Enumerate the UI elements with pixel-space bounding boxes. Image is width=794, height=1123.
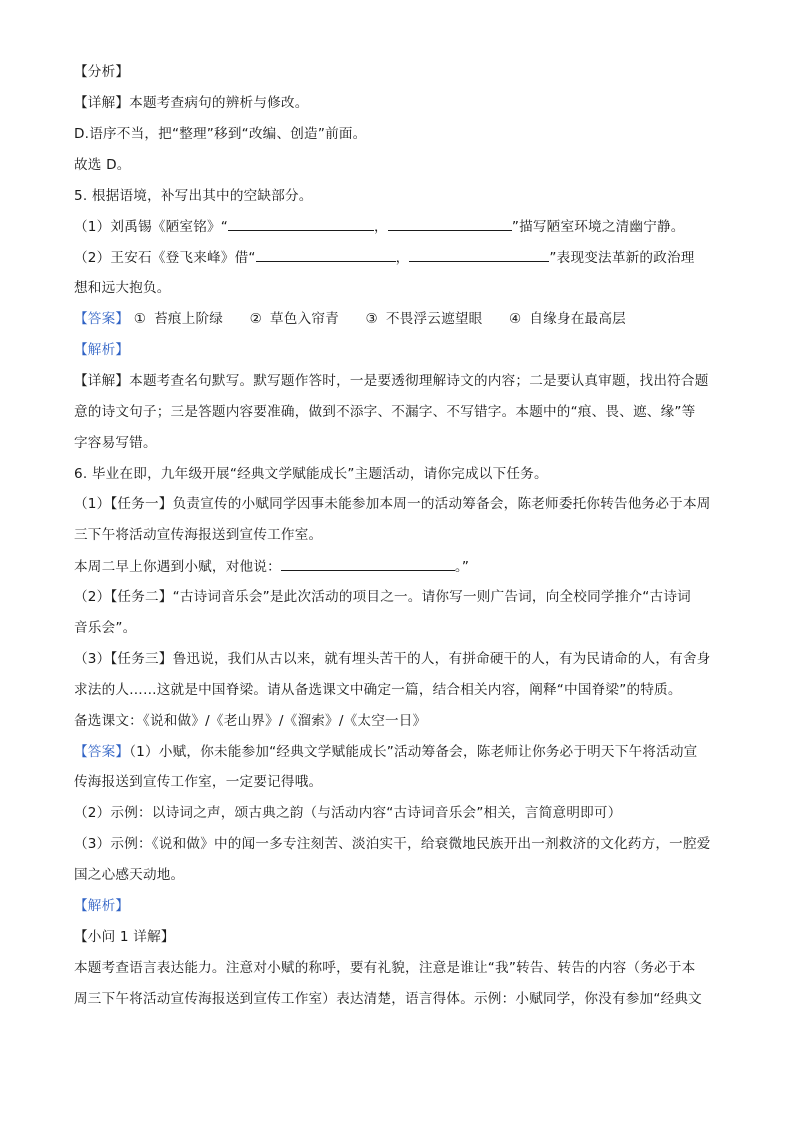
answer-text: 传海报送到宣传工作室，一定要记得哦。 xyxy=(74,774,323,791)
answer-line xyxy=(74,309,724,329)
task-3: （3）【任务三】鲁迅说，我们从古以来，就有埋头苦干的人，有拼命硬干的人，有为民请命的人，有舍身 xyxy=(74,650,711,667)
analysis-heading: 【解析】 xyxy=(74,898,130,915)
task-1: （1）【任务一】负责宣传的小赋同学因事未能参加本周一的活动筹备会，陈老师委托你转告他务必于本周 xyxy=(74,496,711,513)
task-3-cont: 求法的人……这就是中国脊梁。请从备选课文中确定一篇，结合相关内容，阐释“中国脊梁”的特质。 xyxy=(74,681,682,698)
answer-label: 【答案】 xyxy=(74,743,130,760)
conclusion-text: 故选 D。 xyxy=(74,156,131,173)
detail-text: 【详解】本题考查名句默写。默写题作答时，一是要透彻理解诗文的内容；二是要认真审题，找出符合题 xyxy=(74,372,709,389)
answer-label: 【答案】 xyxy=(74,311,130,328)
analysis-heading: 【分析】 xyxy=(74,64,130,80)
question-5-part-2-cont: 想和远大抱负。 xyxy=(74,280,171,297)
sub-question-heading: 【小问 1 详解】 xyxy=(74,928,175,945)
answer-item: ③ 不畏浮云遮望眼 xyxy=(365,311,483,328)
detail-text: D.语序不当，把“整理”移到“改编、创造”前面。 xyxy=(74,125,367,142)
answer-text: 国之心感天动地。 xyxy=(74,867,185,884)
question-6: 6. 毕业在即，九年级开展“经典文学赋能成长”主题活动，请你完成以下任务。 xyxy=(74,465,548,482)
task-1-cont: 三下午将活动宣传海报送到宣传工作室。 xyxy=(74,527,323,544)
question-5: 5. 根据语境，补写出其中的空缺部分。 xyxy=(74,187,313,204)
detail-text: 周三下午将活动宣传海报送到宣传工作室）表达清楚，语言得体。示例：小赋同学，你没有参加“经典文 xyxy=(74,990,702,1007)
document-page xyxy=(74,62,724,1020)
answer-item: ② 草色入帘青 xyxy=(249,311,339,328)
answer-6-line: 【答案】（1）小赋，你未能参加“经典文学赋能成长”活动筹备会，陈老师让你务必于明天下午将活动宣 xyxy=(74,743,698,760)
answer-item: ① 苔痕上阶绿 xyxy=(133,311,224,328)
task-2: （2）【任务二】“古诗词音乐会”是此次活动的项目之一。请你写一则广告词，向全校同学推介“古诗词 xyxy=(74,589,691,606)
detail-text: 意的诗文句子；三是答题内容要准确，做到不添字、不漏字、不写错字。本题中的“痕、畏、遮、缘”等 xyxy=(74,403,696,420)
detail-text: 【详解】本题考查病句的辨析与修改。 xyxy=(74,94,309,111)
answer-item: ④ 自缘身在最高层 xyxy=(508,311,626,328)
fill-blank xyxy=(256,247,396,262)
task-2-cont: 音乐会”。 xyxy=(74,620,137,637)
fill-blank xyxy=(228,216,374,231)
task-1-response: 本周二早上你遇到小赋，对他说： 。” xyxy=(74,556,724,576)
optional-texts: 备选课文：《说和做》/《老山界》/《溜索》/《太空一日》 xyxy=(74,712,427,729)
question-5-part-1: （1）刘禹锡《陋室铭》“ ， ”描写陋室环境之清幽宁静。 xyxy=(74,216,724,236)
fill-blank xyxy=(281,556,455,571)
answer-text: （2）示例：以诗词之声，颂古典之韵（与活动内容“古诗词音乐会”相关，言简意明即可） xyxy=(74,805,622,822)
detail-text: 字容易写错。 xyxy=(74,434,157,451)
question-5-part-2: （2）王安石《登飞来峰》借“ ， ”表现变法革新的政治理 xyxy=(74,247,724,267)
fill-blank xyxy=(409,247,549,262)
answer-text: （3）示例：《说和做》中的闻一多专注刻苦、淡泊实干，给衰微地民族开出一剂救济的文化药方，一腔爱 xyxy=(74,836,711,853)
analysis-heading: 【解析】 xyxy=(74,342,130,359)
fill-blank xyxy=(388,216,512,231)
detail-text: 本题考查语言表达能力。注意对小赋的称呼，要有礼貌，注意是谁让“我”转告、转告的内容（务必于本 xyxy=(74,959,696,976)
